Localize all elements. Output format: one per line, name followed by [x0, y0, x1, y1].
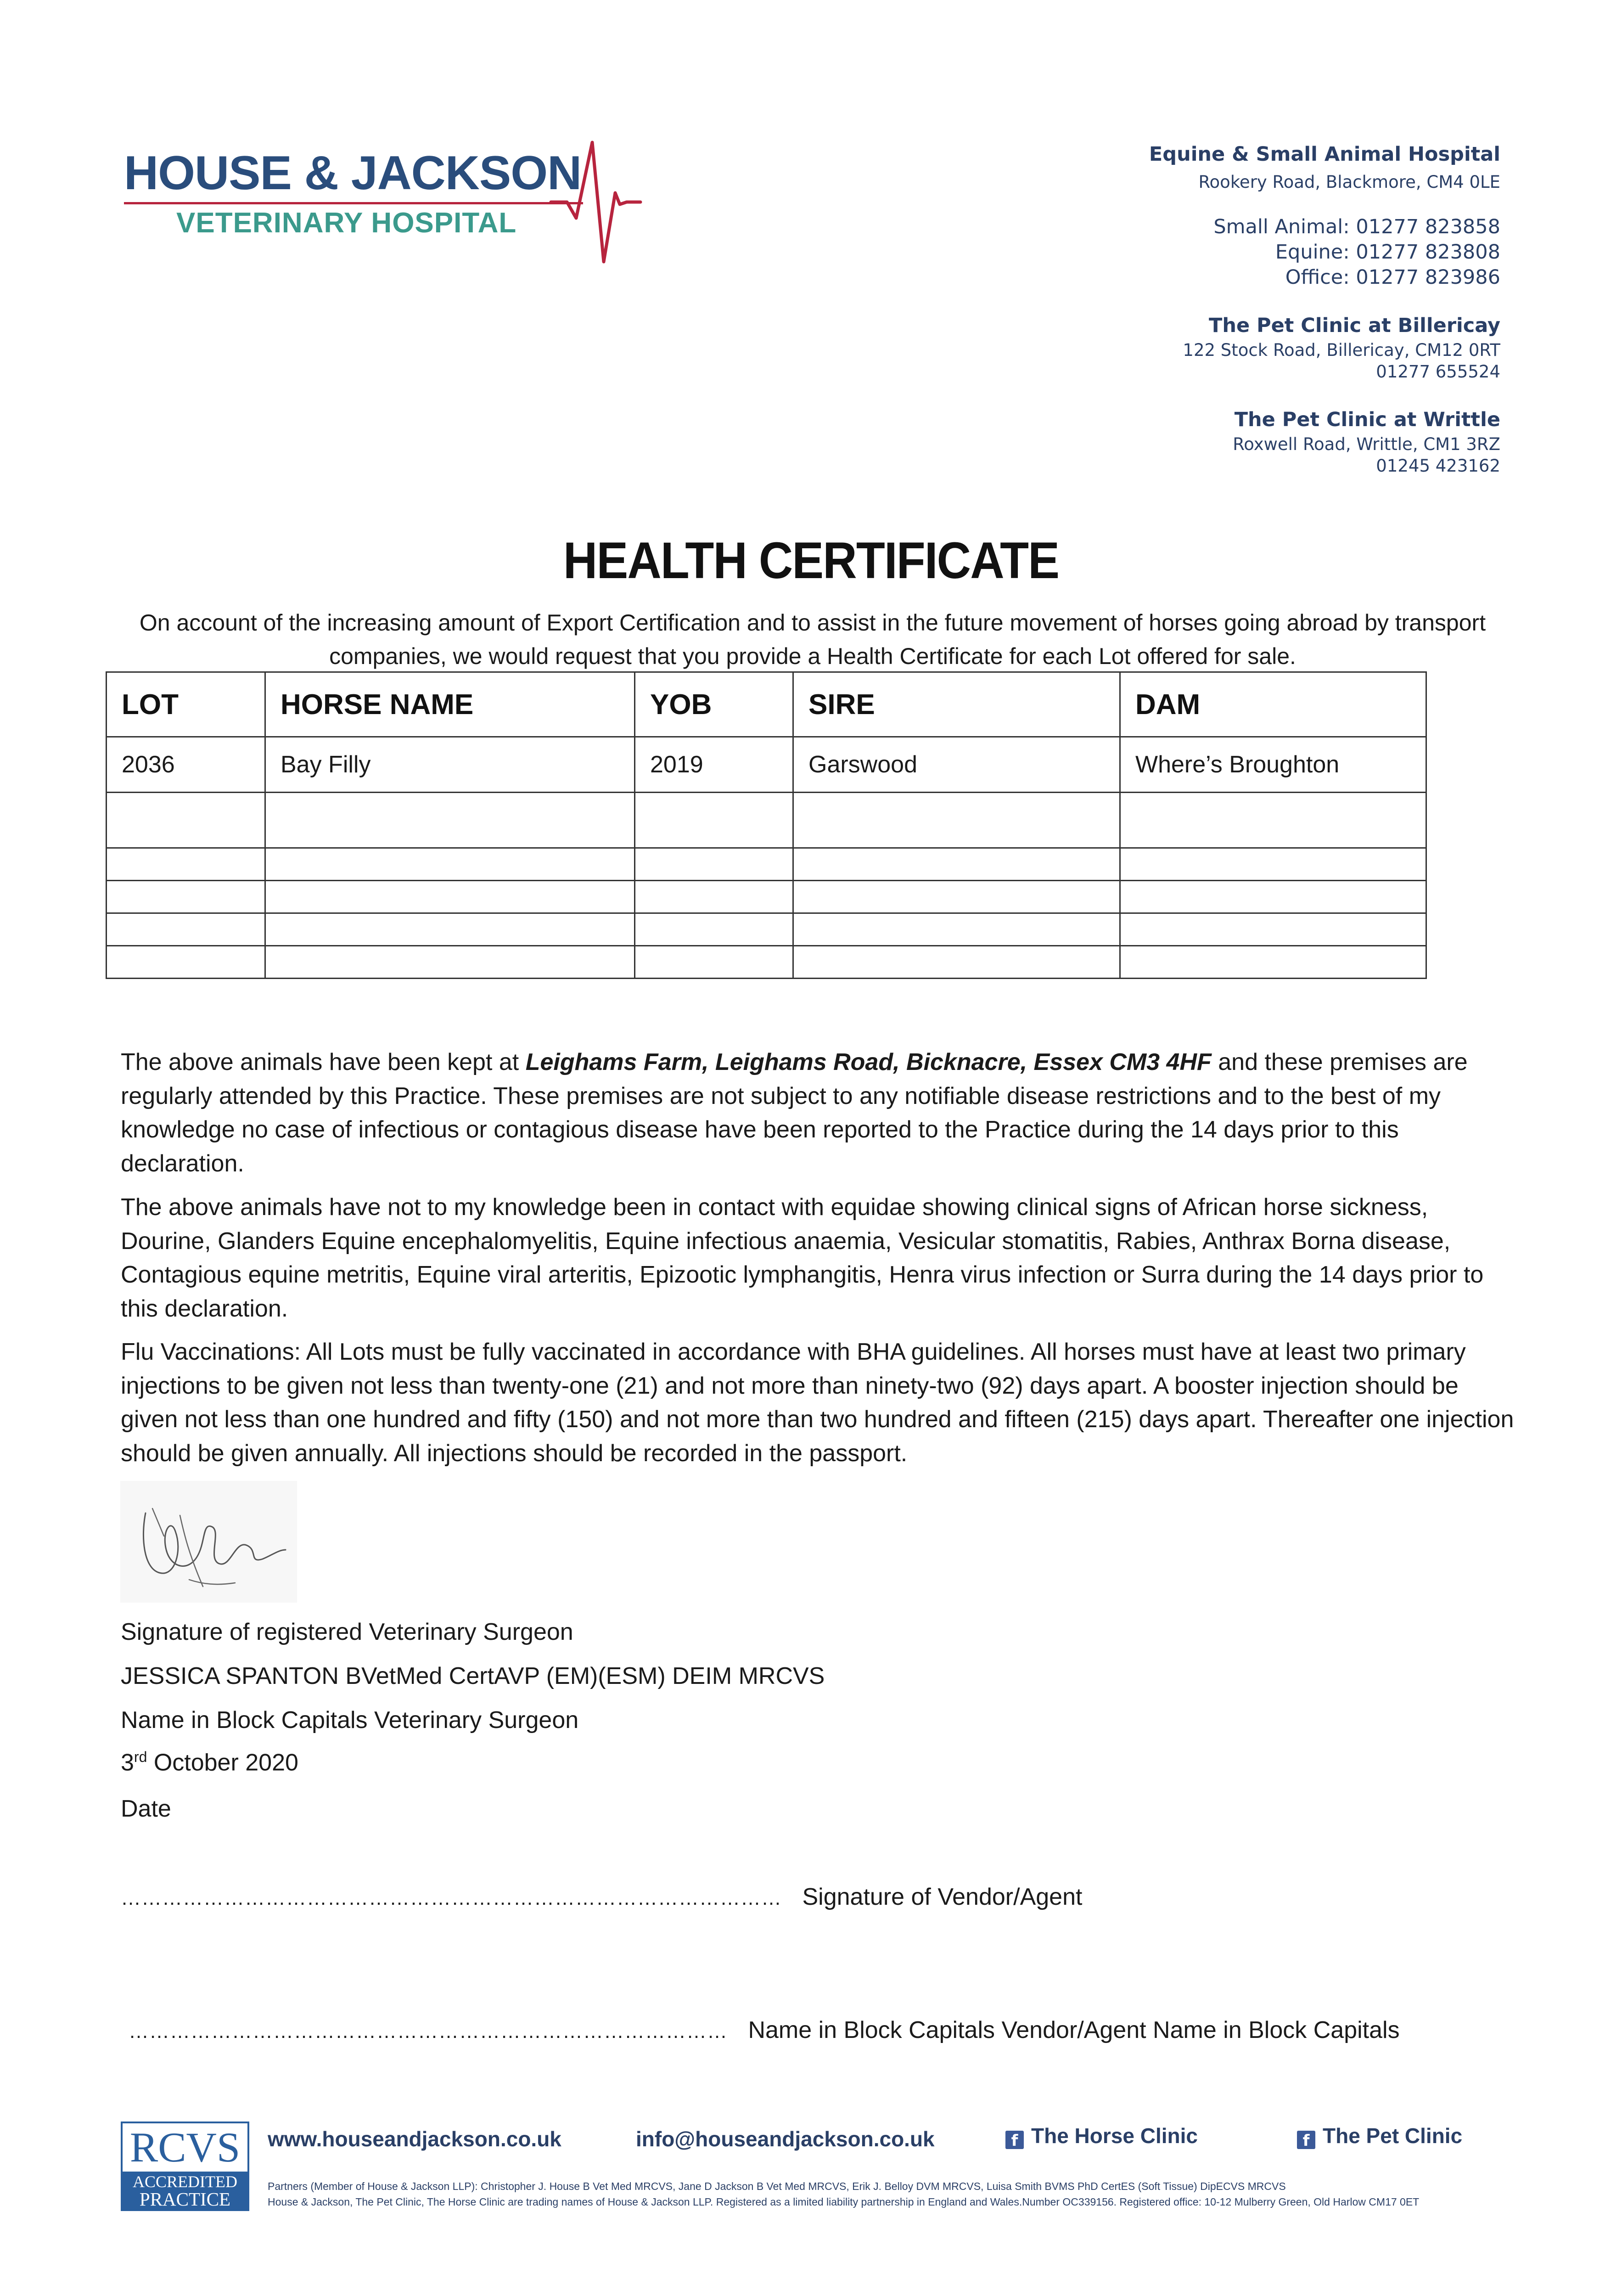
rcvs-accredited: ACCREDITED [133, 2172, 237, 2191]
empty-cell [265, 913, 635, 946]
vendor-signature-dots: …………………………………………………………………………………… [121, 1887, 782, 1909]
hospital-address: Rookery Road, Blackmore, CM4 0LE [1198, 172, 1500, 192]
flu-vaccination-note: Flu Vaccinations: All Lots must be fully vaccinated in accordance with BHA guidelines. All horses must have at least two primary injections to be given not less than twenty-one (21) and not more than ninety-two (92) days apart. A booster injection should be given not less than one hundred and fifty (150) and not more than two hundred and fifteen (215) days apart. Thereafter one injection should be given annually. All injections should be recorded in the passport. [121, 1339, 1514, 1467]
writtle-title: The Pet Clinic at Writtle [1234, 408, 1500, 431]
pet-clinic-label: The Pet Clinic [1323, 2124, 1463, 2148]
date-suffix: rd [134, 1749, 147, 1765]
hospital-contact [1149, 145, 1500, 287]
empty-cell [793, 913, 1120, 946]
legal-line: House & Jackson, The Pet Clinic, The Horse Clinic are trading names of House & Jackson LLP. Registered as a limited liability partnership in England and Wales.Number OC339156. Registered office: 10-12 Mulberry Green, Old Harlow CM17 0ET [268, 2196, 1420, 2208]
page-title: HEALTH CERTIFICATE [563, 532, 1059, 589]
cell-dam: Where’s Broughton [1120, 737, 1426, 793]
date-label: Date [121, 1795, 171, 1822]
billericay-title: The Pet Clinic at Billericay [1209, 314, 1500, 337]
vet-name: JESSICA SPANTON BVetMed CertAVP (EM)(ESM) DEIM MRCVS [121, 1663, 825, 1689]
date-rest: October 2020 [147, 1749, 298, 1776]
empty-cell [793, 793, 1120, 848]
cell-sire: Garswood [793, 737, 1120, 793]
empty-table-row [107, 913, 1426, 946]
writtle-address: Roxwell Road, Writtle, CM1 3RZ [1233, 434, 1500, 454]
billericay-phone: 01277 655524 [1376, 362, 1500, 382]
empty-cell [1120, 848, 1426, 881]
rcvs-practice: PRACTICE [139, 2189, 231, 2210]
rcvs-mark: RCVS [121, 2122, 249, 2172]
vendor-name-label: Name in Block Capitals Vendor/Agent Name in Block Capitals [748, 2017, 1400, 2043]
rcvs-accredited-logo [121, 2122, 249, 2211]
premises-text-before: The above animals have been kept at [121, 1049, 526, 1075]
intro-text: On account of the increasing amount of Export Certification and to assist in the future movement of horses going abroad by transport companies, we would request that you provide a Health Certificate for each Lot offered for sale. [139, 610, 1486, 669]
empty-cell [107, 848, 265, 881]
logo-title: HOUSE & JACKSON [124, 146, 582, 200]
horse-clinic-link[interactable] [1005, 2125, 1198, 2149]
empty-cell [1120, 793, 1426, 848]
website-link[interactable]: www.houseandjackson.co.uk [268, 2127, 561, 2151]
table-row [107, 737, 1426, 793]
empty-cell [107, 946, 265, 979]
empty-cell [107, 881, 265, 913]
equine-phone: Equine: 01277 823808 [1275, 241, 1500, 264]
office-phone: Office: 01277 823986 [1285, 266, 1500, 289]
empty-cell [1120, 881, 1426, 913]
premises-declaration [121, 1046, 1521, 1181]
empty-cell [635, 881, 793, 913]
empty-cell [265, 946, 635, 979]
empty-cell [265, 793, 635, 848]
vet-signature-image [120, 1481, 297, 1603]
empty-cell [635, 793, 793, 848]
hospital-title: Equine & Small Animal Hospital [1149, 143, 1500, 166]
facebook-icon: f [1005, 2131, 1024, 2149]
empty-cell [635, 946, 793, 979]
empty-cell [635, 913, 793, 946]
cell-horse-name: Bay Filly [265, 737, 635, 793]
empty-table-row [107, 793, 1426, 848]
vendor-signature-label: Signature of Vendor/Agent [802, 1884, 1083, 1910]
header-dam: DAM [1120, 672, 1426, 737]
header-sire: SIRE [793, 672, 1120, 737]
empty-cell [107, 913, 265, 946]
rcvs-banner [121, 2172, 249, 2211]
empty-table-row [107, 881, 1426, 913]
empty-table-row [107, 848, 1426, 881]
logo-subtitle: VETERINARY HOSPITAL [176, 207, 517, 239]
pet-clinic-link[interactable] [1297, 2125, 1462, 2149]
certificate-date [121, 1750, 298, 1774]
heartbeat-icon [124, 133, 657, 271]
email-link[interactable]: info@houseandjackson.co.uk [636, 2127, 935, 2151]
cell-lot: 2036 [107, 737, 265, 793]
header-horse-name: HORSE NAME [265, 672, 635, 737]
vet-signature-label: Signature of registered Veterinary Surgeon [121, 1619, 573, 1645]
vendor-name-line [129, 2018, 1400, 2042]
small-animal-phone: Small Animal: 01277 823858 [1213, 215, 1500, 238]
empty-cell [635, 848, 793, 881]
writtle-phone: 01245 423162 [1376, 456, 1500, 476]
empty-cell [1120, 913, 1426, 946]
empty-cell [1120, 946, 1426, 979]
cell-yob: 2019 [635, 737, 793, 793]
billericay-address: 122 Stock Road, Billericay, CM12 0RT [1183, 340, 1500, 360]
table-header-row [107, 672, 1426, 737]
lot-table [106, 671, 1427, 979]
empty-cell [107, 793, 265, 848]
premises-text-after: and these premises are regularly attended by this Practice. These premises are not subject to any notifiable disease restrictions and to the best of my knowledge no case of infectious or contagious disease have been reported to the Practice during the 14 days prior to this declaration. [121, 1049, 1468, 1177]
empty-cell [265, 881, 635, 913]
vendor-signature-line [121, 1885, 1082, 1909]
date-day: 3 [121, 1749, 134, 1776]
empty-table-row [107, 946, 1426, 979]
empty-cell [265, 848, 635, 881]
vet-name-label: Name in Block Capitals Veterinary Surgeon [121, 1707, 579, 1733]
disease-declaration: The above animals have not to my knowledge been in contact with equidae showing clinical signs of African horse sickness, Dourine, Glanders Equine encephalomyelitis, Equine infectious anaemia, Vesicular stomatitis, Rabies, Anthrax Borna disease, Contagious equine metritis, Equine viral arteritis, Epizootic lymphangitis, Henra virus infection or Surra during the 14 days prior to this declaration. [121, 1194, 1484, 1322]
empty-cell [793, 881, 1120, 913]
partners-line: Partners (Member of House & Jackson LLP): Christopher J. House B Vet Med MRCVS, Jane D Jackson B Vet Med MRCVS, Erik J. Belloy DVM MRCVS, Luisa Smith BVMS PhD CertES (Soft Tissue) DipECVS MRCVS [268, 2180, 1286, 2192]
empty-cell [793, 848, 1120, 881]
horse-clinic-label: The Horse Clinic [1031, 2124, 1198, 2148]
premises-address: Leighams Farm, Leighams Road, Bicknacre, Essex CM3 4HF [525, 1049, 1212, 1075]
empty-cell [793, 946, 1120, 979]
billericay-contact [1183, 316, 1500, 380]
vendor-name-dots: …………………………………………………………………………… [129, 2020, 728, 2043]
facebook-icon: f [1297, 2131, 1315, 2149]
header-yob: YOB [635, 672, 793, 737]
header-lot: LOT [107, 672, 265, 737]
writtle-contact [1233, 410, 1500, 474]
